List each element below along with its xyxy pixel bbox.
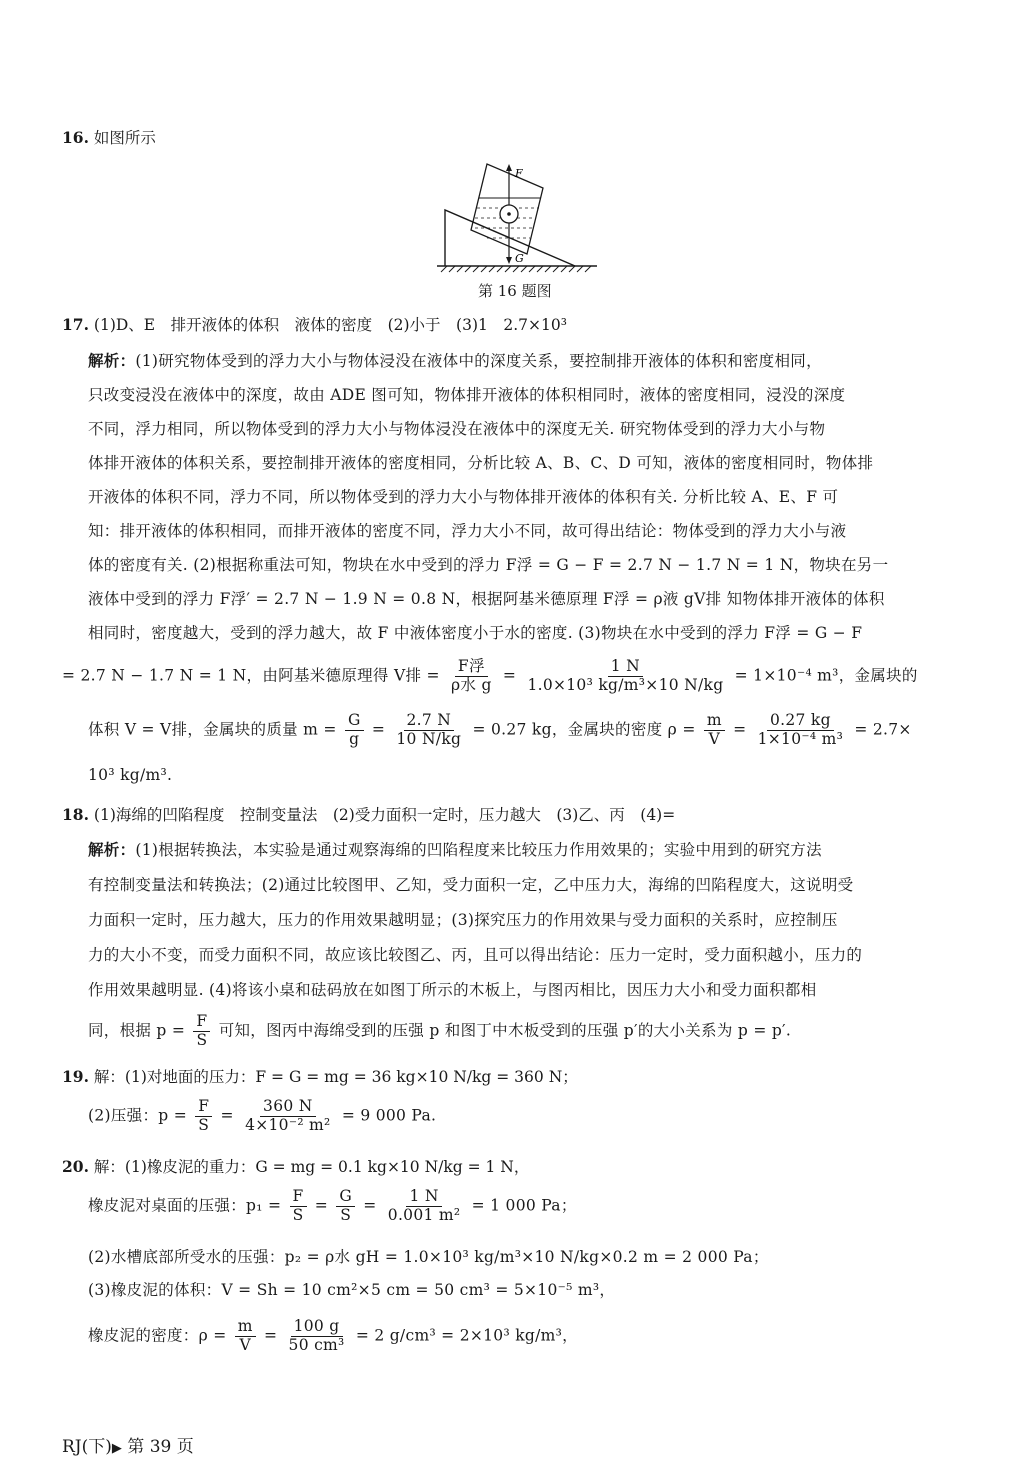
q17-line-7: 体的密度有关. (2)根据称重法可知，物块在水中受到的浮力 F浮 = G − F = 2.7 N − 1.7 N = 1 N，物块在另一 [88, 556, 889, 574]
q17-l11-start: 体积 V = V排，金属块的质量 m = [88, 720, 337, 739]
q17-line-3: 不同，浮力相同，所以物体受到的浮力大小与物体浸没在液体中的深度无关. 研究物体受到的浮力大小与物 [88, 420, 826, 438]
q17-line-4: 体排开液体的体积关系，要控制排开液体的密度相同，分析比较 A、B、C、D 可知，液体的密度相同时，物体排 [88, 454, 874, 472]
q17-line-1 [88, 349, 822, 371]
q17-line-8: 液体中受到的浮力 F浮′ = 2.7 N − 1.9 N = 0.8 N，根据阿基米德原理 F浮 = ρ液 gV排 知物体排开液体的体积 [88, 590, 885, 608]
q17-line-9: 相同时，密度越大，受到的浮力越大，故 F 中液体密度小于水的密度. (3)物块在水中受到的浮力 F浮 = G − F [88, 624, 863, 642]
fraction-denominator: V [239, 1335, 252, 1354]
q18-line-5: 作用效果越明显. (4)将该小桌和砝码放在如图丁所示的木板上，与图丙相比，因压力大小和受力面积都相 [88, 981, 817, 999]
q20-l2-start: 橡皮泥对桌面的压强：p₁ = [88, 1196, 282, 1215]
q17-number: 17. [62, 315, 89, 334]
fraction-f-over-s [195, 1098, 212, 1135]
fraction-denominator: 0.001 m² [387, 1205, 461, 1224]
page-number: 第 39 页 [127, 1437, 194, 1457]
fraction-f-over-rho-g [448, 658, 495, 695]
q20-line-2: 橡皮泥对桌面的压强：p₁ = $\frac{F}{S}$ = $\frac{G}{S}$ = $\frac{1 N}{\text{0.001 m²}}$ = 1 000 Pa； [88, 1187, 577, 1224]
q17-heading [62, 313, 567, 335]
q20-line-1 [62, 1155, 529, 1177]
q20-text-1: 解：(1)橡皮泥的重力：G = mg = 0.1 kg×10 N/kg = 1 N， [93, 1158, 530, 1176]
fraction-denominator: 10 N/kg [396, 729, 462, 748]
fraction-denominator: 50 cm³ [288, 1335, 345, 1354]
q20-line-5: 橡皮泥的密度：ρ = $\frac{m}{V}$ = $\frac{100 g}{\text{50 cm³}}$ = 2 g/cm³ = 2×10³ kg/m³， [88, 1317, 578, 1354]
q20-l5-start: 橡皮泥的密度：ρ = [88, 1326, 227, 1345]
edition-label: RJ(下) [62, 1437, 112, 1457]
fraction-f-over-s [290, 1188, 307, 1225]
q20-number: 20. [62, 1157, 89, 1176]
fraction-numerator: G [345, 712, 364, 731]
q17-answer: (1)D、E 排开液体的体积 液体的密度 (2)小于 (3)1 2.7×10³ [93, 316, 567, 334]
q19-l2-start: (2)压强：p = [88, 1106, 187, 1125]
q18-answer: (1)海绵的凹陷程度 控制变量法 (2)受力面积一定时，压力越大 (3)乙、丙 (4)= [93, 806, 676, 824]
q17-l10-end: = 1×10⁻⁴ m³，金属块的 [734, 666, 918, 685]
fraction-density [755, 712, 847, 749]
q16-text: 如图所示 [93, 129, 156, 147]
q18-l6-end: 可知，图丙中海绵受到的压强 p 和图丁中木板受到的压强 p′的大小关系为 p = p′. [218, 1021, 792, 1040]
q20-l2-end: = 1 000 Pa； [471, 1196, 577, 1215]
q18-heading [62, 803, 675, 825]
force-g-label: G [515, 252, 524, 265]
fraction-numerator: 1 N [608, 658, 643, 677]
fraction-f-over-s [193, 1013, 210, 1050]
fraction-m-over-v [235, 1318, 256, 1355]
q17-text-1: (1)研究物体受到的浮力大小与物体浸没在液体中的深度关系，要控制排开液体的体积和密度相同， [135, 352, 822, 370]
q19-text-1: 解：(1)对地面的压力：F = G = mg = 36 kg×10 N/kg = 360 N； [93, 1068, 578, 1086]
q18-line-2: 有控制变量法和转换法；(2)通过比较图甲、乙知，受力面积一定，乙中压力大，海绵的凹陷程度大，这说明受 [88, 876, 854, 894]
fraction-denominator: S [196, 1030, 208, 1049]
q19-l2-end: = 9 000 Pa. [341, 1106, 437, 1125]
q17-line-10: = 2.7 N − 1.7 N = 1 N，由阿基米德原理得 V排 = F浮 ρ水 g = $\frac{1 N}{\text{1.0×10³ kg/m³×10 N/kg}}$ = 1×10⁻⁴ m³，金属块的 [62, 657, 918, 694]
q17-line-12: 10³ kg/m³. [88, 766, 173, 784]
fraction-denominator: 4×10⁻² m² [245, 1115, 331, 1134]
q20-line-4: (3)橡皮泥的体积：V = Sh = 10 cm²×5 cm = 50 cm³ = 5×10⁻⁵ m³， [88, 1281, 616, 1299]
fraction-numerator: m [704, 712, 725, 731]
q17-line-5: 开液体的体积不同，浮力不同，所以物体受到的浮力大小与物体排开液体的体积有关. 分析比较 A、E、F 可 [88, 488, 839, 506]
fraction-denominator: 1.0×10³ kg/m³×10 N/kg [527, 675, 724, 694]
fraction-denominator: ρ水 g [451, 675, 492, 694]
q18-l6-start: 同，根据 p = [88, 1021, 186, 1040]
fraction-numerator: 1 N [406, 1188, 441, 1207]
fraction-denominator: V [708, 729, 721, 748]
fraction-1n-over-rho-g [524, 658, 726, 695]
q17-l10-start: = 2.7 N − 1.7 N = 1 N，由阿基米德原理得 V排 = [62, 666, 440, 685]
force-f-label: F [515, 167, 523, 180]
q16-heading [62, 126, 156, 148]
fraction-numerator: G [336, 1188, 355, 1207]
fraction-denominator: S [292, 1205, 304, 1224]
q19-line-1 [62, 1065, 578, 1087]
q17-l11-end: = 2.7× [854, 720, 912, 739]
fraction-density [286, 1318, 348, 1355]
q18-line-4: 力的大小不变，而受力面积不同，故应该比较图乙、丙，且可以得出结论：压力一定时，受力面积越小，压力的 [88, 946, 863, 964]
fraction-numerator: 360 N [260, 1098, 316, 1117]
q16-figure [435, 158, 600, 278]
fraction-denominator: S [340, 1205, 352, 1224]
fraction-denominator: g [349, 729, 360, 748]
fraction-numerator: F [195, 1098, 212, 1117]
fraction-pressure [385, 1188, 464, 1225]
fraction-denominator: S [198, 1115, 210, 1134]
fraction-numerator: m [235, 1318, 256, 1337]
play-arrow-icon: ▶ [111, 1441, 122, 1456]
q20-line-3: (2)水槽底部所受水的压强：p₂ = ρ水 gH = 1.0×10³ kg/m³×10 N/kg×0.2 m = 2 000 Pa； [88, 1248, 769, 1266]
q16-caption: 第 16 题图 [478, 282, 552, 300]
fraction-numerator: F [193, 1013, 210, 1032]
fraction-numerator: F [290, 1188, 307, 1207]
fraction-g-over-s [336, 1188, 355, 1225]
fraction-m-over-v [704, 712, 725, 749]
fraction-numerator: F浮 [455, 658, 488, 677]
q16-number: 16. [62, 128, 89, 147]
q17-line-6: 知：排开液体的体积相同，而排开液体的密度不同，浮力大小不同，故可得出结论：物体受到的浮力大小与液 [88, 522, 847, 540]
q19-number: 19. [62, 1067, 89, 1086]
q19-line-2: (2)压强：p = $\frac{F}{S}$ = $\frac{360 N}{\text{4×10⁻² m²}}$ = 9 000 Pa. [88, 1097, 437, 1134]
q18-number: 18. [62, 805, 89, 824]
fraction-g-over-g [345, 712, 364, 749]
q18-line-1 [88, 838, 822, 860]
q18-jiexi-label: 解析： [88, 840, 136, 859]
q18-line-3: 力面积一定时，压力越大，压力的作用效果越明显；(3)探究压力的作用效果与受力面积的关系时，应控制压 [88, 911, 838, 929]
q18-text-1: (1)根据转换法，本实验是通过观察海绵的凹陷程度来比较压力作用效果的；实验中用到的研究方法 [135, 841, 822, 859]
fraction-denominator: 1×10⁻⁴ m³ [757, 729, 844, 748]
page-footer [62, 1432, 194, 1457]
q18-line-6 [88, 1013, 791, 1050]
fraction-numerator: 100 g [291, 1318, 343, 1337]
q17-line-2: 只改变浸没在液体中的深度，故由 ADE 图可知，物体排开液体的体积相同时，液体的密度相同，浸没的深度 [88, 386, 846, 404]
q17-line-11: 体积 V = V排，金属块的质量 m = $\frac{G}{g}$ = $\frac{2.7 N}{10 N/kg}$ = 0.27 kg，金属块的密度 ρ = $\frac{m}{V}$ = $\frac{0.27 kg}{\text{1×10⁻⁴ m³}}$ = 2.7× [88, 711, 912, 748]
q20-l5-end: = 2 g/cm³ = 2×10³ kg/m³， [355, 1326, 578, 1345]
fraction-pressure [242, 1098, 334, 1135]
fraction-numerator: 0.27 kg [767, 712, 834, 731]
q17-l11-mid: = 0.27 kg，金属块的密度 ρ = [472, 720, 696, 739]
fraction-numerator: 2.7 N [404, 712, 455, 731]
fraction-mass [393, 712, 464, 749]
q17-jiexi-label: 解析： [88, 351, 136, 370]
